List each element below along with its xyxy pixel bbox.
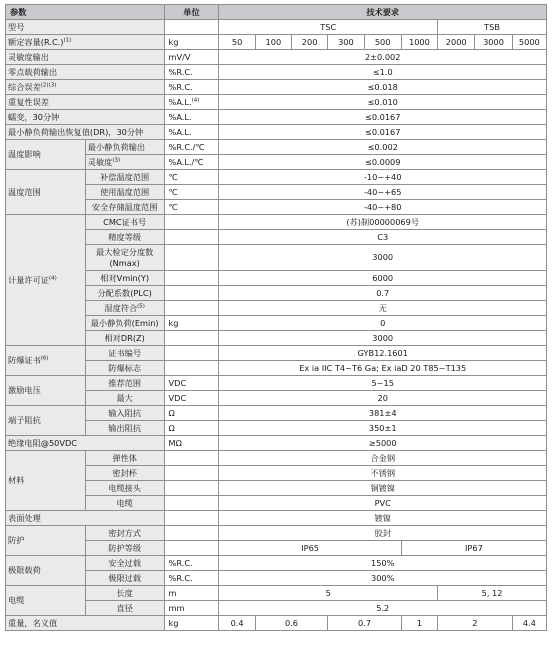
metrology-unit [164,271,219,286]
row-sensitivity [6,50,547,65]
row-protection-seal [6,526,547,541]
row-surface [6,511,547,526]
explosion-value: Ex ia IIC T4~T6 Ga; Ex iaD 20 T85~T135 [219,361,547,376]
temp-effect-value: ≤0.0009 [219,155,547,170]
header-row [6,5,547,20]
protection-seal-value: 胶封 [219,526,547,541]
capacity-value: 500 [364,35,401,50]
creep-label: 蠕变，30分钟 [6,110,165,125]
material-unit [164,496,219,511]
cable-length-label: 长度 [85,586,164,601]
metrology-item: 最大检定分度数(Nmax) [85,245,164,271]
metrology-unit [164,331,219,346]
temp-effect-value: ≤0.002 [219,140,547,155]
row-metrology-5 [6,301,547,316]
capacity-value: 1000 [401,35,437,50]
repeat-value: ≤0.010 [219,95,547,110]
surface-label: 表面处理 [6,511,165,526]
row-limit-1 [6,571,547,586]
material-value: 不锈钢 [219,466,547,481]
metrology-value: 0 [219,316,547,331]
explosion-value: GYB12.1601 [219,346,547,361]
material-unit [164,466,219,481]
capacity-value: 3000 [475,35,512,50]
cable-diameter-unit: mm [164,601,219,616]
row-repeat [6,95,547,110]
metrology-value: 3000 [219,245,547,271]
material-item: 电缆 [85,496,164,511]
capacity-value: 50 [219,35,255,50]
protection-seal-unit [164,526,219,541]
temp-effect-label: 温度影响 [6,140,86,170]
row-zero [6,65,547,80]
metrology-value: 6000 [219,271,547,286]
row-limit-0 [6,556,547,571]
model-unit [164,20,219,35]
terminal-value: 381±4 [219,406,547,421]
cable-length-unit: m [164,586,219,601]
row-excitation-0 [6,376,547,391]
metrology-item: 分配系数(PLC) [85,286,164,301]
row-cable-diameter [6,601,547,616]
insulation-label: 绝缘电阻@50VDC [6,436,165,451]
capacity-value: 300 [328,35,364,50]
excitation-unit: VDC [164,376,219,391]
protection-grade-unit [164,541,219,556]
metrology-item: CMC证书号 [85,215,164,230]
row-metrology-7 [6,331,547,346]
zero-value: ≤1.0 [219,65,547,80]
zero-label: 零点载荷输出 [6,65,165,80]
cable-length-tsb: 5, 12 [438,586,547,601]
metrology-unit [164,230,219,245]
explosion-item: 防爆标志 [85,361,164,376]
temp-range-value: -40~+65 [219,185,547,200]
material-value: PVC [219,496,547,511]
row-metrology-4 [6,286,547,301]
row-explosion-0 [6,346,547,361]
combined-unit: %R.C. [164,80,219,95]
row-terminal-1 [6,421,547,436]
metrology-unit [164,286,219,301]
combined-value: ≤0.018 [219,80,547,95]
sensitivity-value: 2±0.002 [219,50,547,65]
terminal-label: 端子阻抗 [6,406,86,436]
header-tech: 技术要求 [219,5,547,20]
material-unit [164,481,219,496]
cable-diameter-label: 直径 [85,601,164,616]
limit-unit: %R.C. [164,556,219,571]
sensitivity-label: 灵敏度输出 [6,50,165,65]
temp-range-unit: ℃ [164,185,219,200]
row-metrology-2 [6,245,547,271]
temp-effect-item: 最小静负荷输出 [85,140,164,155]
combined-label: 综合误差$^{(2)(3)}$ [6,80,165,95]
model-label: 型号 [6,20,165,35]
row-temp-range-0 [6,170,547,185]
header-param: 参数 [6,5,165,20]
metrology-item: 相对Vmin(Y) [85,271,164,286]
row-excitation-1 [6,391,547,406]
header-unit: 单位 [164,5,219,20]
metrology-item: 最小静负荷(Emin) [85,316,164,331]
cable-length-tsc: 5 [219,586,438,601]
limit-value: 300% [219,571,547,586]
metrology-unit [164,301,219,316]
metrology-item: 湿度符合$^{(5)}$ [85,301,164,316]
excitation-unit: VDC [164,391,219,406]
protection-label: 防护 [6,526,86,556]
limit-item: 安全过载 [85,556,164,571]
excitation-item: 推荐范围 [85,376,164,391]
temp-range-value: -40~+80 [219,200,547,215]
weight-value: 0.4 [219,616,255,631]
dr-unit: %A.L. [164,125,219,140]
excitation-item: 最大 [85,391,164,406]
protection-seal-label: 密封方式 [85,526,164,541]
insulation-unit: MΩ [164,436,219,451]
protection-grade-tsc: IP65 [219,541,401,556]
terminal-value: 350±1 [219,421,547,436]
dr-label: 最小静负荷输出恢复值(DR)，30分钟 [6,125,165,140]
row-temp-range-2 [6,200,547,215]
excitation-value: 5~15 [219,376,547,391]
metrology-unit [164,245,219,271]
row-cable-length [6,586,547,601]
row-explosion-1 [6,361,547,376]
model-tsb: TSB [438,20,547,35]
weight-value: 2 [438,616,513,631]
limit-value: 150% [219,556,547,571]
metrology-value: C3 [219,230,547,245]
surface-unit [164,511,219,526]
temp-range-unit: ℃ [164,170,219,185]
capacity-value: 2000 [438,35,475,50]
row-material-1 [6,466,547,481]
row-model [6,20,547,35]
metrology-unit [164,215,219,230]
terminal-item: 输出阻抗 [85,421,164,436]
material-item: 电缆接头 [85,481,164,496]
capacity-value: 5000 [512,35,546,50]
temp-range-item: 补偿温度范围 [85,170,164,185]
temp-range-label: 温度范围 [6,170,86,215]
protection-grade-tsb: IP67 [401,541,546,556]
metrology-value: 3000 [219,331,547,346]
metrology-value: 0.7 [219,286,547,301]
row-capacity [6,35,547,50]
weight-value: 4.4 [512,616,546,631]
row-metrology-3 [6,271,547,286]
temp-range-item: 安全存储温度范围 [85,200,164,215]
metrology-value: (苏)制00000069号 [219,215,547,230]
row-insulation [6,436,547,451]
row-weight [6,616,547,631]
row-combined [6,80,547,95]
surface-value: 镀镍 [219,511,547,526]
explosion-unit [164,361,219,376]
excitation-label: 激励电压 [6,376,86,406]
weight-value: 0.6 [255,616,328,631]
protection-grade-label: 防护等级 [85,541,164,556]
row-terminal-0 [6,406,547,421]
repeat-unit: %A.L.$^{(4)}$ [164,95,219,110]
material-value: 铜镀镍 [219,481,547,496]
row-temp-effect-0 [6,140,547,155]
capacity-label: 额定容量$(R.C.)^{(1)}$ [6,35,165,50]
excitation-value: 20 [219,391,547,406]
terminal-unit: Ω [164,421,219,436]
material-label: 材料 [6,451,86,511]
limit-item: 极限过载 [85,571,164,586]
cable-diameter-value: 5.2 [219,601,547,616]
weight-label: 重量，名义值 [6,616,165,631]
temp-effect-item: 灵敏度$^{(3)}$ [85,155,164,170]
temp-range-value: -10~+40 [219,170,547,185]
repeat-label: 重复性误差 [6,95,165,110]
metrology-unit: kg [164,316,219,331]
metrology-item: 精度等级 [85,230,164,245]
cable-label: 电缆 [6,586,86,616]
capacity-unit: kg [164,35,219,50]
row-metrology-0 [6,215,547,230]
model-tsc: TSC [219,20,438,35]
weight-unit: kg [164,616,219,631]
metrology-label: 计量许可证$^{(4)}$ [6,215,86,346]
metrology-value: 无 [219,301,547,316]
zero-unit: %R.C. [164,65,219,80]
weight-value: 1 [401,616,437,631]
row-protection-grade [6,541,547,556]
dr-value: ≤0.0167 [219,125,547,140]
capacity-value: 200 [291,35,327,50]
explosion-unit [164,346,219,361]
temp-range-unit: ℃ [164,200,219,215]
sensitivity-unit: mV/V [164,50,219,65]
material-value: 合金钢 [219,451,547,466]
row-material-0 [6,451,547,466]
row-creep [6,110,547,125]
terminal-unit: Ω [164,406,219,421]
spec-table [5,4,547,631]
material-item: 密封杯 [85,466,164,481]
row-material-3 [6,496,547,511]
limit-label: 极限载荷 [6,556,86,586]
row-temp-range-1 [6,185,547,200]
material-item: 弹性体 [85,451,164,466]
material-unit [164,451,219,466]
temp-effect-unit: %A.L./℃ [164,155,219,170]
insulation-value: ≥5000 [219,436,547,451]
limit-unit: %R.C. [164,571,219,586]
temp-range-item: 使用温度范围 [85,185,164,200]
weight-value: 0.7 [328,616,402,631]
metrology-item: 相对DR(Z) [85,331,164,346]
creep-value: ≤0.0167 [219,110,547,125]
explosion-item: 证书编号 [85,346,164,361]
row-metrology-6 [6,316,547,331]
creep-unit: %A.L. [164,110,219,125]
row-metrology-1 [6,230,547,245]
terminal-item: 输入阻抗 [85,406,164,421]
explosion-label: 防爆证书$^{(6)}$ [6,346,86,376]
row-dr [6,125,547,140]
row-material-2 [6,481,547,496]
row-temp-effect-1 [6,155,547,170]
capacity-value: 100 [255,35,291,50]
temp-effect-unit: %R.C./℃ [164,140,219,155]
